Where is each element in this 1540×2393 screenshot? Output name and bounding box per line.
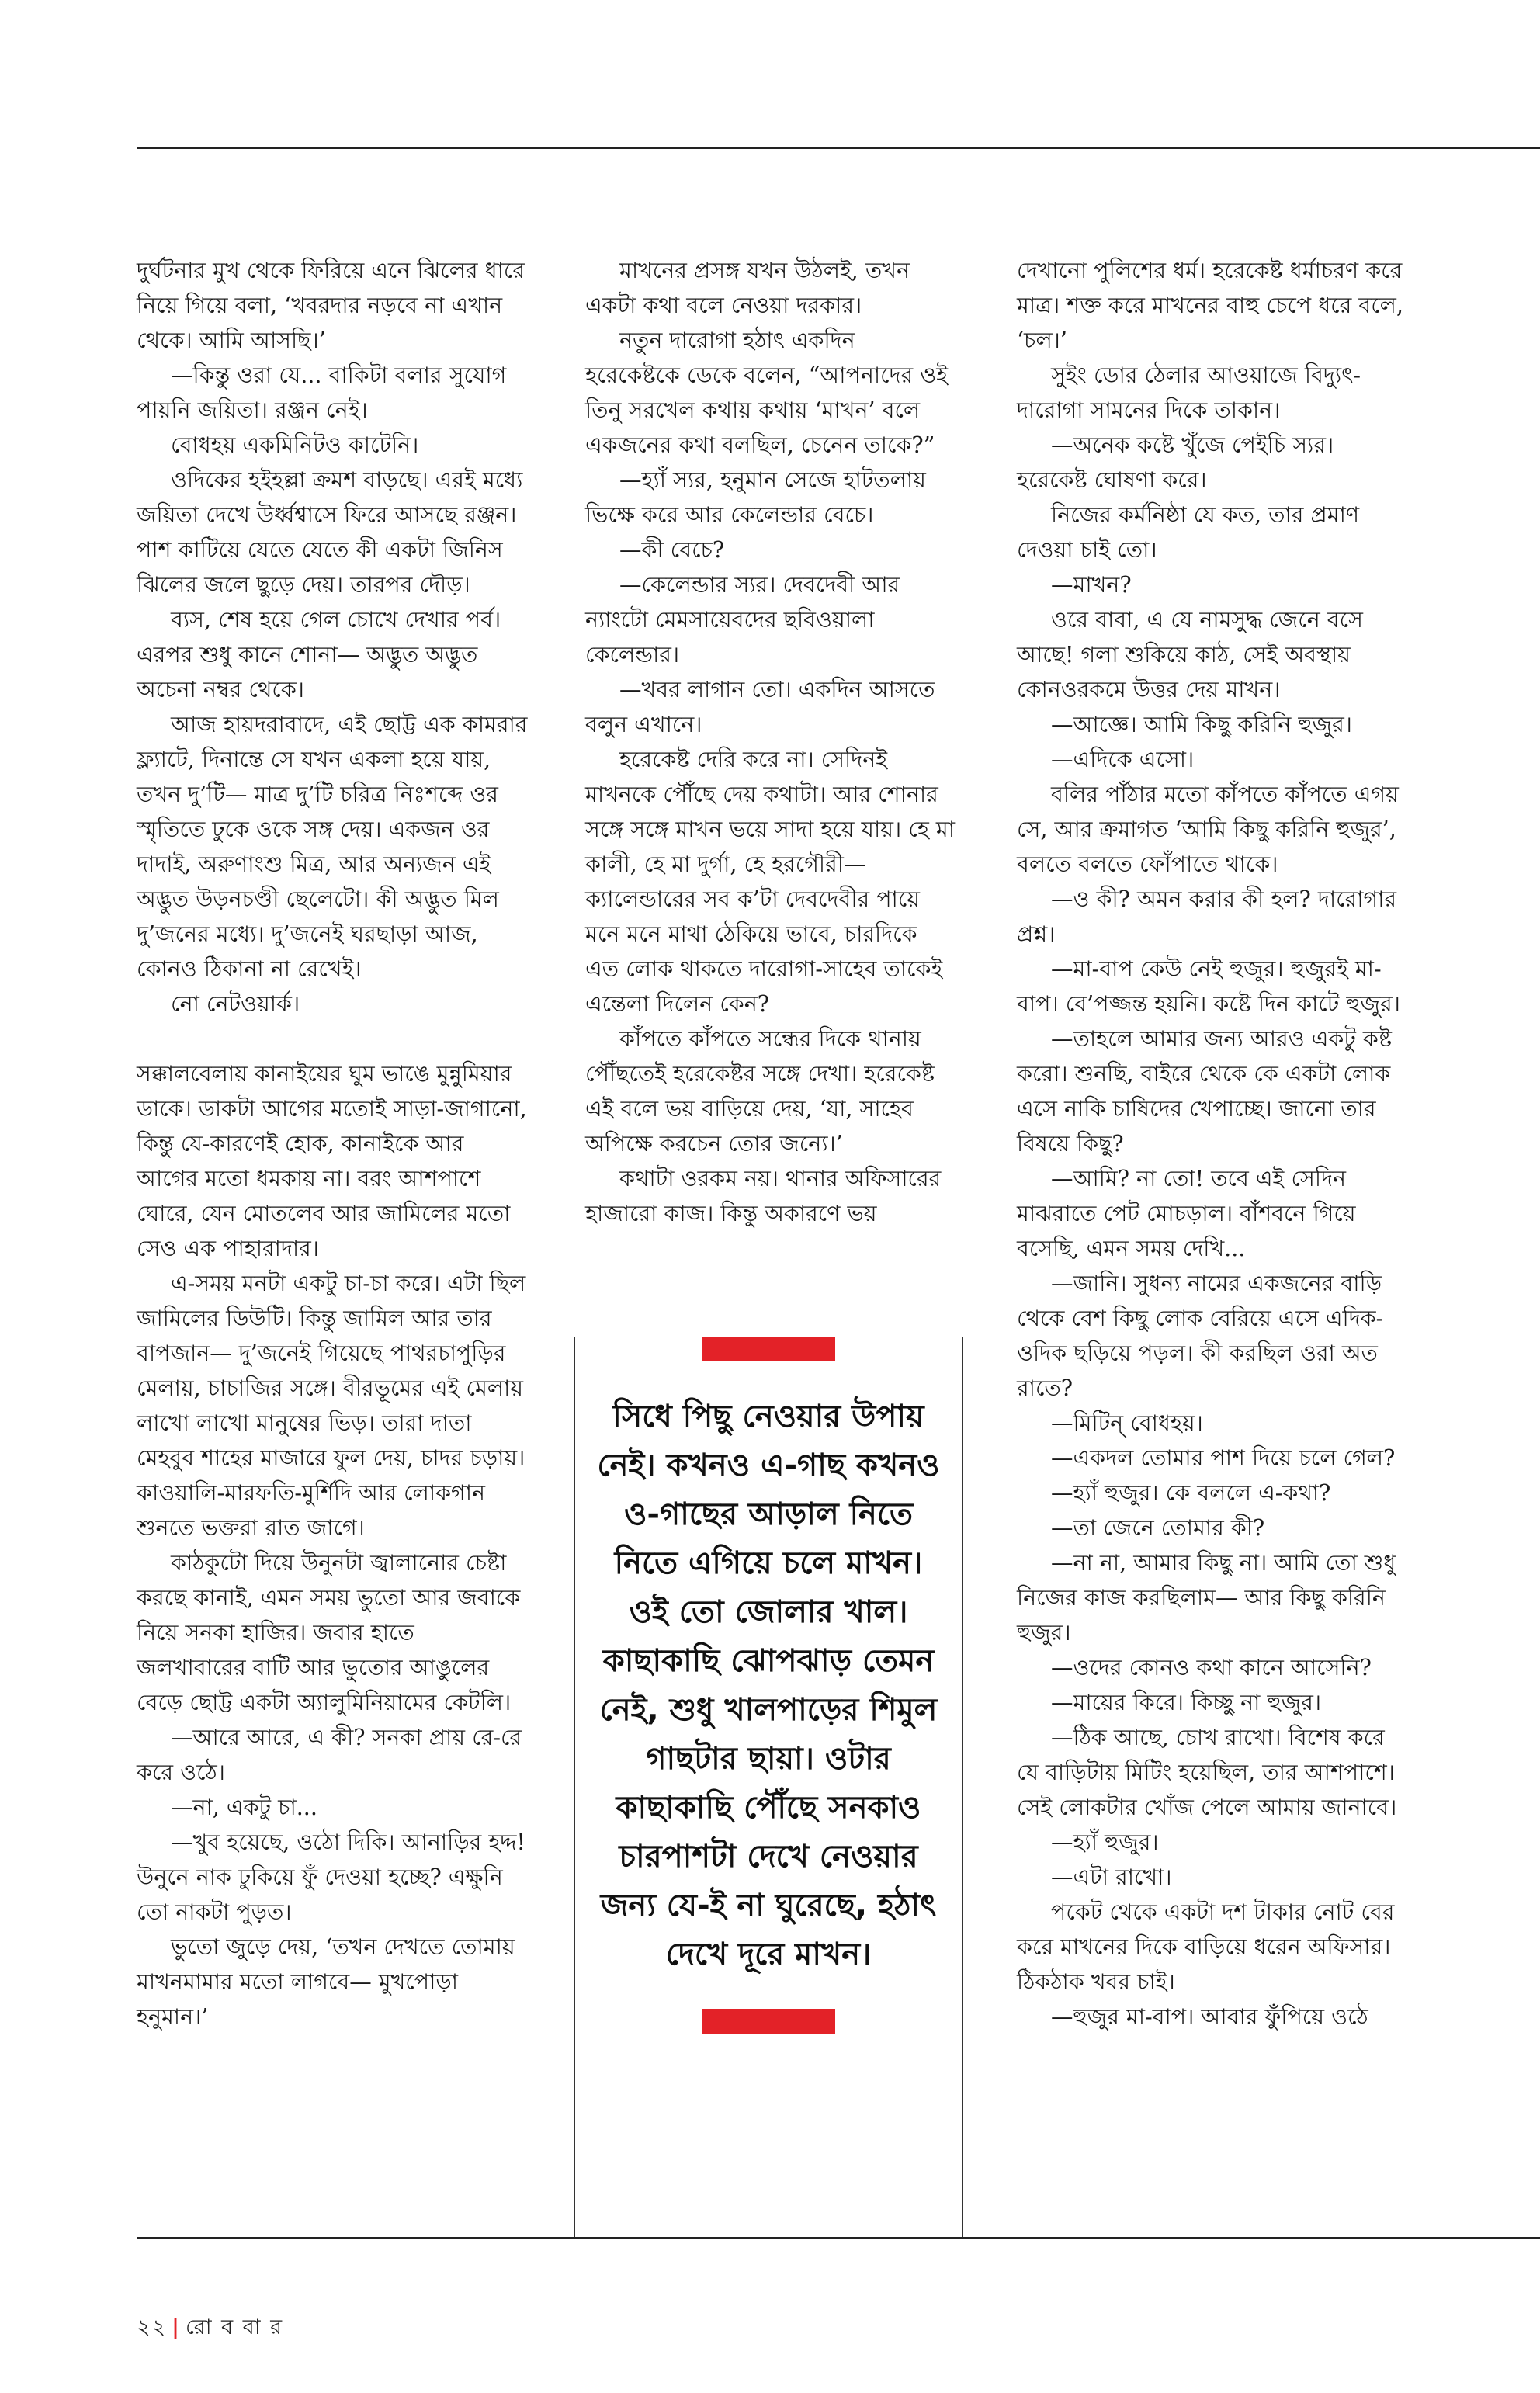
paragraph: —আরে আরে, এ কী? সনকা প্রায় রে-রে করে ওঠে। xyxy=(137,1725,522,1785)
paragraph: —এদিকে এসো। xyxy=(1051,747,1195,772)
paragraph: —হুজুর মা-বাপ। আবার ফুঁপিয়ে ওঠে xyxy=(1051,2004,1368,2030)
page-number: ২২ xyxy=(137,2315,168,2339)
paragraph: আজ হায়দরাবাদে, এই ছোট্ট এক কামরার ফ্ল্যাটে, দিনান্তে সে যখন একলা হয়ে যায়, তখন দু’টি— মাত্র দু’টি চরিত্র নিঃশব্দে ওর স্মৃতিতে ঢুকে ওকে সঙ্গ দেয়। একজন ওর দাদাই, অরুণাংশু মিত্র, আর অন্যজন এই অদ্ভুত উড়নচণ্ডী ছেলেটো। কী অদ্ভুত মিল দু’জনের মধ্যে। দু’জনেই ঘরছাড়া আজ, কোনও ঠিকানা না রেখেই। xyxy=(137,712,528,982)
paragraph: —ওদের কোনও কথা কানে আসেনি? xyxy=(1051,1655,1372,1680)
pullquote-right-border xyxy=(962,1337,963,2237)
header-rule xyxy=(137,147,1540,149)
paragraph: —আজ্ঞে। আমি কিছু করিনি হুজুর। xyxy=(1051,712,1352,737)
pullquote-top-bar xyxy=(702,1337,835,1361)
paragraph: —মা-বাপ কেউ নেই হুজুর। হুজুরই মা-বাপ। বে’পজ্জন্ত হয়নি। কষ্টে দিন কাটে হুজুর। xyxy=(1017,956,1400,1017)
paragraph: নতুন দারোগা হঠাৎ একদিন হরেকেষ্টকে ডেকে বলেন, “আপনাদের ওই তিনু সরখেল কথায় কথায় ‘মাখন’ বলে একজনের কথা বলছিল, চেনেন তাকে?” xyxy=(585,328,949,458)
paragraph: কথাটা ওরকম নয়। থানার অফিসারের হাজারো কাজ। কিন্তু অকারণে ভয় xyxy=(585,1166,942,1226)
paragraph: —খুব হয়েছে, ওঠো দিকি। আনাড়ির হদ্দ! উনুনে নাক ঢুকিয়ে ফুঁ দেওয়া হচ্ছে? এক্ষুনি তো নাকটা পুড়ত। xyxy=(137,1829,525,1925)
paragraph: নিজের কর্মনিষ্ঠা যে কত, তার প্রমাণ দেওয়া চাই তো। xyxy=(1017,502,1360,563)
paragraph: —কী বেচে? xyxy=(619,537,725,563)
paragraph: কাঠকুটো দিয়ে উনুনটা জ্বালানোর চেষ্টা করছে কানাই, এমন সময় ভুতো আর জবাকে নিয়ে সনকা হাজির। জবার হাতে জলখাবারের বাটি আর ভুতোর আঙুলের বেড়ে ছোট্ট একটা অ্যালুমিনিয়ামের কেটলি। xyxy=(137,1550,521,1715)
paragraph: দুর্ঘটনার মুখ থেকে ফিরিয়ে এনে ঝিলের ধারে নিয়ে গিয়ে বলা, ‘খবরদার নড়বে না এখান থেকে। আমি আসছি।’ xyxy=(137,258,525,353)
magazine-name: রো ব বা র xyxy=(185,2315,284,2339)
paragraph: —মাখন? xyxy=(1051,572,1132,598)
footer-rule xyxy=(137,2237,1540,2239)
paragraph: ভুতো জুড়ে দেয়, ‘তখন দেখতে তোমায় মাখনমামার মতো লাগবে— মুখপোড়া হনুমান।’ xyxy=(137,1934,515,2030)
article-column-1 xyxy=(137,253,529,2034)
article-column-3 xyxy=(1017,253,1405,2034)
paragraph: —আমি? না তো! তবে এই সেদিন মাঝরাতে পেট মোচড়াল। বাঁশবনে গিয়ে বসেছি, এমন সময় দেখি... xyxy=(1017,1166,1356,1261)
paragraph: কাঁপতে কাঁপতে সন্ধের দিকে থানায় পৌঁছতেই হরেকেষ্টর সঙ্গে দেখা। হরেকেষ্ট এই বলে ভয় বাড়িয়ে দেয়, ‘যা, সাহেব অপিক্ষে করচেন তোর জন্যে।’ xyxy=(585,1026,935,1157)
paragraph: —খবর লাগান তো। একদিন আসতে বলুন এখানে। xyxy=(585,677,935,737)
paragraph: সক্কালবেলায় কানাইয়ের ঘুম ভাঙে মুন্নুমিয়ার ডাকে। ডাকটা আগের মতোই সাড়া-জাগানো, কিন্তু যে-কারণেই হোক, কানাইকে আর আগের মতো ধমকায় না। বরং আশপাশে ঘোরে, যেন মোতলেব আর জামিলের মতো সেও এক পাহারাদার। xyxy=(137,1061,527,1261)
paragraph: হরেকেষ্ট দেরি করে না। সেদিনই মাখনকে পৌঁছে দেয় কথাটা। আর শোনার সঙ্গে সঙ্গে মাখন ভয়ে সাদা হয়ে যায়। হে মা কালী, হে মা দুর্গা, হে হরগৌরী— ক্যালেন্ডারের সব ক’টা দেবদেবীর পায়ে মনে মনে মাথা ঠেকিয়ে ভাবে, চারদিকে এত লোক থাকতে দারোগা-সাহেব তাকেই এন্তেলা দিলেন কেন? xyxy=(585,747,955,1017)
paragraph: —ও কী? অমন করার কী হল? দারোগার প্রশ্ন। xyxy=(1017,886,1397,947)
paragraph: সুইং ডোর ঠেলার আওয়াজে বিদ্যুৎ-দারোগা সামনের দিকে তাকান। xyxy=(1017,362,1361,423)
paragraph: —তা জেনে তোমার কী? xyxy=(1051,1515,1265,1541)
article-column-2 xyxy=(585,253,956,1231)
paragraph: ব্যস, শেষ হয়ে গেল চোখে দেখার পর্ব। এরপর শুধু কানে শোনা— অদ্ভুত অদ্ভুত অচেনা নম্বর থেকে। xyxy=(137,607,501,702)
paragraph: —জানি। সুধন্য নামের একজনের বাড়ি থেকে বেশ কিছু লোক বেরিয়ে এসে এদিক-ওদিক ছড়িয়ে পড়ল। কী করছিল ওরা অত রাতে? xyxy=(1017,1271,1384,1401)
paragraph: —এটা রাখো। xyxy=(1051,1864,1172,1890)
paragraph: —একদল তোমার পাশ দিয়ে চলে গেল? xyxy=(1051,1445,1396,1471)
paragraph: —কিন্তু ওরা যে... বাকিটা বলার সুযোগ পায়নি জয়িতা। রঞ্জন নেই। xyxy=(137,362,507,423)
paragraph: নো নেটওয়ার্ক। xyxy=(171,991,300,1017)
paragraph: এ-সময় মনটা একটু চা-চা করে। এটা ছিল জামিলের ডিউটি। কিন্তু জামিল আর তার বাপজান— দু’জনেই গিয়েছে পাথরচাপুড়ির মেলায়, চাচাজির সঙ্গে। বীরভূমের এই মেলায় লাখো লাখো মানুষের ভিড়। তারা দাতা মেহবুব শাহের মাজারে ফুল দেয়, চাদর চড়ায়। কাওয়ালি-মারফতি-মুর্শিদি আর লোকগান শুনতে ভক্তরা রাত জাগে। xyxy=(137,1271,526,1541)
pullquote-bottom-bar xyxy=(702,2009,835,2034)
page-footer xyxy=(137,2311,283,2346)
paragraph: —না, একটু চা... xyxy=(171,1795,317,1820)
paragraph: —হ্যাঁ স্যর, হনুমান সেজে হাটতলায় ভিক্ষে করে আর কেলেন্ডার বেচে। xyxy=(585,467,926,528)
paragraph: —না না, আমার কিছু না। আমি তো শুধু নিজের কাজ করছিলাম— আর কিছু করিনি হুজুর। xyxy=(1017,1550,1396,1646)
paragraph: ওরে বাবা, এ যে নামসুদ্ধ জেনে বসে আছে! গলা শুকিয়ে কাঠ, সেই অবস্থায় কোনওরকমে উত্তর দেয় মাখন। xyxy=(1017,607,1363,702)
paragraph: পকেট থেকে একটা দশ টাকার নোট বের করে মাখনের দিকে বাড়িয়ে ধরেন অফিসার। ঠিকঠাক খবর চাই। xyxy=(1017,1899,1395,1995)
footer-separator: | xyxy=(172,2315,181,2339)
paragraph: —অনেক কষ্টে খুঁজে পেইচি স্যর। হরেকেষ্ট ঘোষণা করে। xyxy=(1017,432,1334,493)
pull-quote-text: সিধে পিছু নেওয়ার উপায় নেই। কখনও এ-গাছ কখনও ও-গাছের আড়াল নিতে নিতে এগিয়ে চলে মাখন। ওই তো জোলার খাল। কাছাকাছি ঝোপঝাড় তেমন নেই, শুধু খালপাড়ের শিমুল গাছটার ছায়া। ওটার কাছাকাছি পৌঁছে সনকাও চারপাশটা দেখে নেওয়ার জন্য যে-ই না ঘুরেছে, হঠাৎ দেখে দূরে মাখন। xyxy=(597,1399,940,1972)
paragraph: দেখানো পুলিশের ধর্ম। হরেকেষ্ট ধর্মাচরণ করে মাত্র। শক্ত করে মাখনের বাহু চেপে ধরে বলে, ‘চল।’ xyxy=(1017,258,1403,353)
paragraph: —মায়ের কিরে। কিচ্ছু না হুজুর। xyxy=(1051,1690,1322,1715)
paragraph: —হ্যাঁ হুজুর। কে বললে এ-কথা? xyxy=(1051,1480,1331,1506)
paragraph: ওদিকের হইহল্লা ক্রমশ বাড়ছে। এরই মধ্যে জয়িতা দেখে উর্ধ্বশ্বাসে ফিরে আসছে রঞ্জন। পাশ কাটিয়ে যেতে যেতে কী একটা জিনিস ঝিলের জলে ছুড়ে দেয়। তারপর দৌড়। xyxy=(137,467,523,598)
paragraph: বোধহয় একমিনিটও কাটেনি। xyxy=(171,432,419,458)
paragraph: —হ্যাঁ হুজুর। xyxy=(1051,1829,1159,1855)
paragraph: বলির পাঁঠার মতো কাঁপতে কাঁপতে এগয় সে, আর ক্রমাগত ‘আমি কিছু করিনি হুজুর’, বলতে বলতে ফোঁপাতে থাকে। xyxy=(1017,782,1399,877)
paragraph: মাখনের প্রসঙ্গ যখন উঠলই, তখন একটা কথা বলে নেওয়া দরকার। xyxy=(585,258,910,318)
paragraph: —তাহলে আমার জন্য আরও একটু কষ্ট করো। শুনছি, বাইরে থেকে কে একটা লোক এসে নাকি চাষিদের খেপাচ্ছে। জানো তার বিষয়ে কিছু? xyxy=(1017,1026,1392,1157)
paragraph: —মিটিন্ বোধহয়। xyxy=(1051,1410,1203,1436)
paragraph: —ঠিক আছে, চোখ রাখো। বিশেষ করে যে বাড়িটায় মিটিং হয়েছিল, তার আশপাশে। সেই লোকটার খোঁজ পেলে আমায় জানাবে। xyxy=(1017,1725,1397,1820)
paragraph: —কেলেন্ডার স্যর। দেবদেবী আর ন্যাংটো মেমসায়েবদের ছবিওয়ালা কেলেন্ডার। xyxy=(585,572,900,668)
pullquote-left-border xyxy=(574,1337,575,2237)
pull-quote xyxy=(590,1337,947,2034)
